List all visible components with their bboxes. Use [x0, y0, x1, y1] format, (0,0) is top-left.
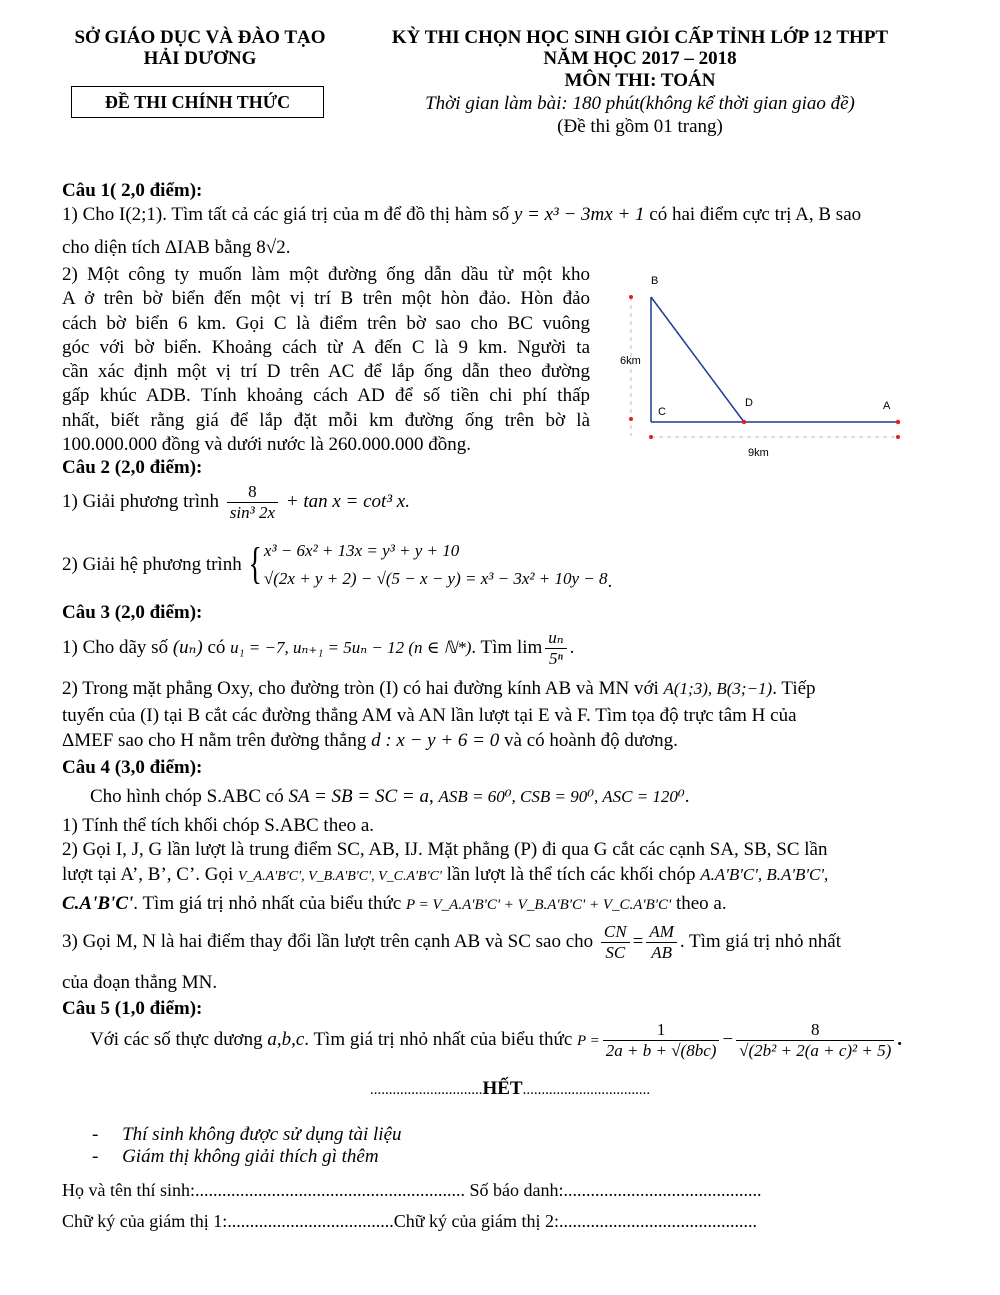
- q3-part2-line2: tuyến của (I) tại B cắt các đường thẳng AM và AN lần lượt tại E và F. Tìm tọa độ trực tâm H của: [62, 705, 797, 726]
- q1-part1-line2: cho diện tích ΔIAB bằng 8√2.: [62, 237, 291, 258]
- pages-note: (Đề thi gồm 01 trang): [557, 116, 723, 137]
- q4-part3-line1: 3) Gọi M, N là hai điểm thay đổi lần lượt trên cạnh AB và SC sao cho $\frac{CN}{SC}$ = $\frac{AM}{AB}$ . Tìm giá trị nhỏ nhất: [62, 922, 841, 962]
- label-a: A: [883, 400, 891, 412]
- q3-part2-line3: ΔMEF sao cho H nằm trên đường thẳng d : x − y + 6 = 0 và có hoành độ dương.: [62, 730, 678, 751]
- label-d: D: [745, 397, 753, 409]
- note-1: - Thí sinh không được sử dụng tài liệu: [92, 1124, 402, 1145]
- province-name: HẢI DƯƠNG: [143, 48, 257, 69]
- label-b: B: [651, 275, 659, 287]
- point-a: [896, 420, 900, 424]
- candidate-name-line: Họ và tên thí sinh:............................................................ Số báo danh:............................................: [62, 1180, 762, 1200]
- note-2: - Giám thị không giải thích gì thêm: [92, 1146, 379, 1167]
- dim-point: [629, 417, 633, 421]
- q4-part2-line3: C.A'B'C'. Tìm giá trị nhỏ nhất của biểu thức P = V_A.A'B'C' + V_B.A'B'C' + V_C.A'B'C' theo a.: [62, 893, 727, 914]
- school-year: NĂM HỌC 2017 – 2018: [543, 48, 737, 69]
- label-c: C: [658, 406, 666, 418]
- pipeline-figure: [600, 265, 930, 465]
- exam-title: KỲ THI CHỌN HỌC SINH GIỎI CẤP TỈNH LỚP 12 THPT: [391, 27, 889, 48]
- q2-part2: 2) Giải hệ phương trình { x³ − 6x² + 13x = y³ + y + 10 √(2x + y + 2) − √(5 − x − y) = x³ − 3x² + 10y − 8 .: [62, 539, 613, 592]
- label-9km: 9km: [748, 447, 769, 459]
- dim-point: [629, 295, 633, 299]
- q4-part3-line2: của đoạn thẳng MN.: [62, 972, 218, 993]
- q5-text: Với các số thực dương a,b,c. Tìm giá trị nhỏ nhất của biểu thức P = $\frac{1}{2a + b + √(8bc)}$ − $\frac{8}{\text{√(2b² + 2(a + c)² + 5)}}$ .: [90, 1020, 903, 1060]
- q3-title: Câu 3 (2,0 điểm):: [62, 602, 203, 623]
- label-6km: 6km: [620, 355, 641, 367]
- q5-title: Câu 5 (1,0 điểm):: [62, 998, 203, 1019]
- q3-part1: 1) Cho dãy số (uₙ) có u₁ = −7, uₙ₊₁ = 5uₙ − 12 (n ∈ ℕ*). Tìm lim $\frac{\text{uₙ}}{\text{5ⁿ}}$ .: [62, 628, 575, 668]
- segment-bd: [651, 297, 744, 422]
- q1-part2-text: 2) Một công ty muốn làm một đường ống dẫn dầu từ một kho A ở trên bờ biển đến một vị trí B trên một hòn đảo. Hòn đảo cách bờ biển 6 km. Gọi C là điểm trên bờ sao cho BC vuông góc với bờ biển. Khoảng cách từ A đến C là 9 km. Người ta cần xác định một vị trí D trên AC để lắp ống dẫn theo đường gấp khúc ADB. Tính khoảng cách AD để số tiền chi phí thấp nhất, biết rằng giá để lắp đặt mỗi km đường ống trên bờ là 100.000.000 đồng và dưới nước là 260.000.000 đồng.: [62, 264, 590, 456]
- dim-point: [649, 435, 653, 439]
- q4-part1: 1) Tính thể tích khối chóp S.ABC theo a.: [62, 815, 375, 836]
- q1-title: Câu 1( 2,0 điểm):: [62, 180, 203, 201]
- end-marker: ..............................HẾT..................................: [369, 1078, 651, 1099]
- subject: MÔN THI: TOÁN: [564, 70, 716, 91]
- q4-part2-line2: lượt tại A’, B’, C’. Gọi V_A.A'B'C', V_B.A'B'C', V_C.A'B'C' lần lượt là thể tích các khối chóp A.A'B'C', B.A'B'C',: [62, 864, 829, 885]
- point-d: [742, 420, 746, 424]
- official-exam-box: ĐỀ THI CHÍNH THỨC: [71, 86, 324, 118]
- time-note: Thời gian làm bài: 180 phút(không kể thời gian giao đề): [425, 93, 855, 114]
- department-name: SỞ GIÁO DỤC VÀ ĐÀO TẠO: [74, 27, 326, 48]
- dim-point: [896, 435, 900, 439]
- q4-title: Câu 4 (3,0 điểm):: [62, 757, 203, 778]
- q3-part2-line1: 2) Trong mặt phẳng Oxy, cho đường tròn (I) có hai đường kính AB và MN với A(1;3), B(3;−1). Tiếp: [62, 678, 816, 699]
- q4-intro: Cho hình chóp S.ABC có SA = SB = SC = a, ASB = 60⁰, CSB = 90⁰, ASC = 120⁰.: [90, 786, 690, 807]
- q2-part1: 1) Giải phương trình $\frac{8}{\text{sin³ 2x}}$ + tan x = cot³ x.: [62, 482, 410, 522]
- q4-part2-line1: 2) Gọi I, J, G lần lượt là trung điểm SC, AB, IJ. Mặt phẳng (P) đi qua G cắt các cạnh SA, SB, SC lần: [62, 839, 828, 860]
- q2-title: Câu 2 (2,0 điểm):: [62, 457, 203, 478]
- q1-part1-line1: 1) Cho I(2;1). Tìm tất cả các giá trị của m để đồ thị hàm số y = x³ − 3mx + 1 có hai điểm cực trị A, B sao: [62, 204, 862, 225]
- supervisor-sign-line: Chữ ký của giám thị 1:.....................................Chữ ký của giám thị 2:............................................: [62, 1211, 757, 1231]
